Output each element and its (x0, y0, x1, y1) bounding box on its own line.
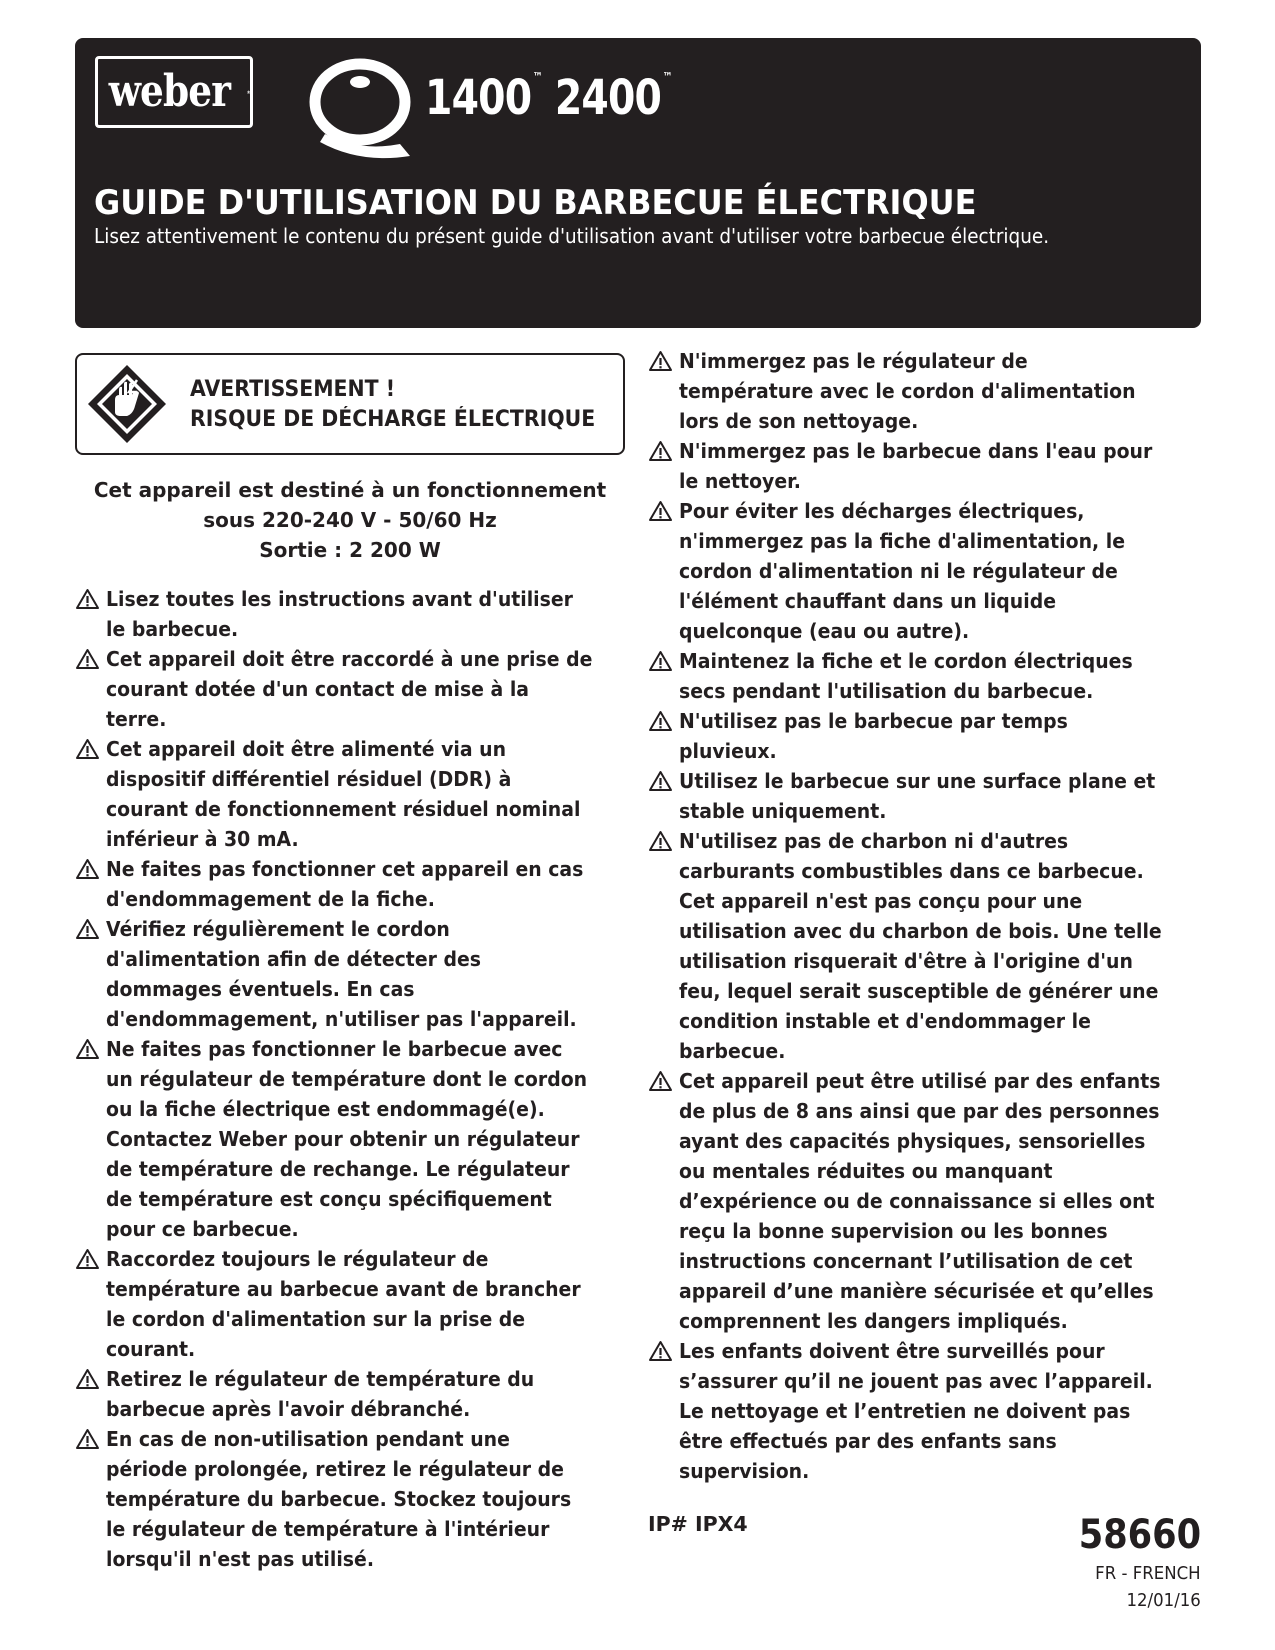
list-item-text: Cet appareil peut être utilisé par des enfants de plus de 8 ans ainsi que par des personnes ayant des capacités physiques, sensorielles ou mentales réduites ou manquant d’expérience ou de connaissance si elles ont reçu la bonne supervision ou les bonnes instructions concernant l’utilisation de cet appareil d’une manière sécurisée et qu’elles comprennent les dangers impliqués. (679, 1069, 1161, 1333)
warning-triangle-icon (75, 738, 100, 760)
list-item (75, 644, 635, 734)
warning-triangle-icon (648, 500, 673, 522)
list-item-text: Cet appareil doit être alimenté via un dispositif différentiel résiduel (DDR) à courant de fonctionnement résiduel nominal inférieur à 30 mA. (106, 737, 581, 851)
document-language: FR - FRENCH (1095, 1563, 1201, 1584)
q-logo-icon (305, 52, 425, 162)
warning-triangle-icon (75, 1038, 100, 1060)
warning-triangle-icon (648, 710, 673, 732)
warning-triangle-icon (75, 1428, 100, 1450)
warning-triangle-icon (75, 918, 100, 940)
list-item-text: Retirez le régulateur de température du barbecue après l'avoir débranché. (106, 1367, 535, 1421)
list-item (648, 346, 1208, 436)
page-subtitle: Lisez attentivement le contenu du présent guide d'utilisation avant d'utiliser votre barbecue électrique. (94, 224, 1050, 248)
right-instructions-list (648, 346, 1208, 1486)
list-item (648, 766, 1208, 826)
left-instructions-list (75, 584, 635, 1574)
header-banner (75, 38, 1201, 328)
warning-triangle-icon (648, 1070, 673, 1092)
model-2400: 2400 (554, 70, 662, 126)
list-item (75, 734, 635, 854)
list-item-text: Raccordez toujours le régulateur de température au barbecue avant de brancher le cordon d'alimentation sur la prise de courant. (106, 1247, 581, 1361)
list-item (75, 854, 635, 914)
list-item-text: Pour éviter les décharges électriques, n'immergez pas la fiche d'alimentation, le cordon d'alimentation ni le régulateur de l'élément chauffant dans un liquide quelconque (eau ou autre). (679, 499, 1126, 643)
list-item (75, 584, 635, 644)
electric-shock-icon (85, 362, 169, 446)
warning-triangle-icon (648, 440, 673, 462)
model-1400: 1400 (425, 70, 532, 126)
list-item-text: Cet appareil doit être raccordé à une prise de courant dotée d'un contact de mise à la terre. (106, 647, 593, 731)
list-item (648, 646, 1208, 706)
weber-logo (95, 56, 253, 128)
list-item-text: Ne faites pas fonctionner cet appareil en cas d'endommagement de la fiche. (106, 857, 584, 911)
list-item-text: Lisez toutes les instructions avant d'utiliser le barbecue. (106, 587, 573, 641)
warning-triangle-icon (75, 1248, 100, 1270)
warning-box (75, 353, 625, 455)
document-date: 12/01/16 (1126, 1590, 1201, 1611)
list-item (75, 914, 635, 1034)
list-item (75, 1244, 635, 1364)
list-item-text: Maintenez la fiche et le cordon électriques secs pendant l'utilisation du barbecue. (679, 649, 1133, 703)
warning-triangle-icon (648, 650, 673, 672)
list-item (648, 496, 1208, 646)
list-item (75, 1034, 635, 1244)
list-item-text: Ne faites pas fonctionner le barbecue avec un régulateur de température dont le cordon ou la fiche électrique est endommagé(e). Contactez Weber pour obtenir un régulateur de température de rechange. Le régulateur de température est conçu spécifiquement pour ce barbecue. (106, 1037, 588, 1241)
kettle-grill-icon (247, 72, 250, 112)
electrical-specs (75, 475, 625, 565)
list-item (648, 826, 1208, 1066)
warning-triangle-icon (648, 830, 673, 852)
warning-line-2: RISQUE DE DÉCHARGE ÉLECTRIQUE (190, 407, 596, 432)
warning-triangle-icon (648, 350, 673, 372)
warning-line-1: AVERTISSEMENT ! (190, 377, 396, 402)
warning-triangle-icon (75, 648, 100, 670)
warning-triangle-icon (75, 858, 100, 880)
list-item-text: Utilisez le barbecue sur une surface plane et stable uniquement. (679, 769, 1156, 823)
document-code: 58660 (1078, 1512, 1201, 1558)
list-item (648, 1066, 1208, 1336)
list-item-text: Les enfants doivent être surveillés pour s’assurer qu’il ne jouent pas avec l’appareil. Le nettoyage et l’entretien ne doivent pas être effectués par des enfants sans supervision. (679, 1339, 1153, 1483)
specs-line-2: sous 220-240 V - 50/60 Hz (203, 508, 497, 532)
trademark-mark: ™ (532, 70, 542, 84)
list-item (648, 706, 1208, 766)
specs-line-3: Sortie : 2 200 W (259, 538, 441, 562)
warning-triangle-icon (648, 770, 673, 792)
list-item-text: N'utilisez pas de charbon ni d'autres carburants combustibles dans ce barbecue. Cet appareil n'est pas conçu pour une utilisation avec du charbon de bois. Une telle utilisation risquerait d'être à l'origine d'un feu, lequel serait susceptible de générer une condition instable et d'endommager le barbecue. (679, 829, 1162, 1063)
warning-triangle-icon (75, 588, 100, 610)
list-item-text: N'immergez pas le barbecue dans l'eau pour le nettoyer. (679, 439, 1153, 493)
list-item (75, 1364, 635, 1424)
model-numbers (425, 70, 672, 126)
list-item (648, 1336, 1208, 1486)
trademark-mark: ™ (662, 70, 672, 84)
page-title: GUIDE D'UTILISATION DU BARBECUE ÉLECTRIQUE (94, 183, 977, 223)
specs-line-1: Cet appareil est destiné à un fonctionnement (93, 478, 607, 502)
list-item-text: Vérifiez régulièrement le cordon d'alimentation afin de détecter des dommages éventuels. En cas d'endommagement, n'utiliser pas l'appareil. (106, 917, 577, 1031)
warning-triangle-icon (75, 1368, 100, 1390)
ip-rating: IP# IPX4 (648, 1512, 748, 1536)
list-item (648, 436, 1208, 496)
list-item-text: En cas de non-utilisation pendant une période prolongée, retirez le régulateur de température du barbecue. Stockez toujours le régulateur de température à l'intérieur lorsqu'il n'est pas utilisé. (106, 1427, 572, 1571)
list-item-text: N'immergez pas le régulateur de température avec le cordon d'alimentation lors de son nettoyage. (679, 349, 1136, 433)
list-item-text: N'utilisez pas le barbecue par temps pluvieux. (679, 709, 1068, 763)
warning-heading (190, 375, 626, 435)
warning-triangle-icon (648, 1340, 673, 1362)
list-item (75, 1424, 635, 1574)
brand-wordmark: weber (108, 66, 231, 117)
